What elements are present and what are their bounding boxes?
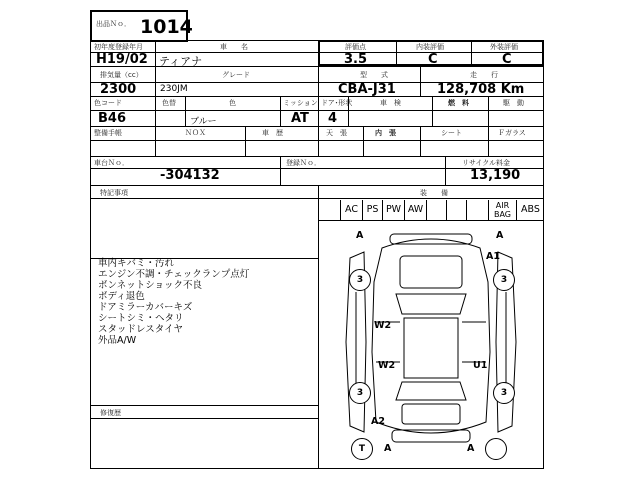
mileage-value: 128,708 Km <box>437 82 525 97</box>
plate-number-label: 登録Ｎｏ． <box>286 159 321 167</box>
mark-front-right: A <box>496 230 504 241</box>
chassis-number-label: 車台Ｎｏ． <box>94 159 129 167</box>
interior-trim-label: 内 張 <box>375 129 396 137</box>
recycle-fee-value: 13,190 <box>470 168 521 183</box>
doors-value: 4 <box>328 111 338 126</box>
tire-rear-left: 3 <box>349 382 371 404</box>
note-line: シートシミ・ヘタリ <box>98 313 184 324</box>
displacement-label: 排気量（cc） <box>100 71 143 79</box>
equipment-ac: AC <box>340 200 362 220</box>
doors-label: ドア･形状 <box>321 99 353 107</box>
color-change-label: 色替 <box>162 99 176 107</box>
recycle-fee-label: リサイクル料金 <box>462 159 511 167</box>
nox-label: ＮＯＸ <box>185 129 206 137</box>
note-line: ボディ退色 <box>98 291 145 302</box>
equipment-blank <box>426 200 446 220</box>
mark-rear-left: A <box>384 443 392 454</box>
equipment-ps: PS <box>362 200 382 220</box>
grade-label: グレード <box>222 71 250 79</box>
t-mark-circle: T <box>351 438 373 460</box>
note-line: エンジン不調・チェックランプ点灯 <box>98 269 250 280</box>
mission-label: ミッション <box>283 99 318 107</box>
drive-label: 駆 動 <box>503 99 524 107</box>
note-line: 外品A/W <box>98 335 137 346</box>
reg-year-value: H19/02 <box>96 52 148 67</box>
color-value: ブルー <box>190 117 217 127</box>
score-label: 評価点 <box>345 43 366 51</box>
mark-w2-lower: W2 <box>378 360 396 371</box>
spare-circle <box>485 438 507 460</box>
mission-value: AT <box>291 111 309 126</box>
equipment-pw: PW <box>382 200 404 220</box>
note-line: スタッドレスタイヤ <box>98 324 184 335</box>
score-value: 3.5 <box>344 52 368 67</box>
note-line: ドアミラーカバーキズ <box>98 302 193 313</box>
chassis-number-value: -304132 <box>160 168 220 183</box>
inspection-label: 車 検 <box>380 99 401 107</box>
color-code-label: 色コード <box>94 99 122 107</box>
equipment-blank <box>466 200 488 220</box>
equipment-blank <box>446 200 466 220</box>
tire-front-left: 3 <box>349 269 371 291</box>
interior-grade-value: C <box>428 52 438 67</box>
tire-front-right: 3 <box>493 269 515 291</box>
front-glass-label: Ｆガラス <box>498 129 526 137</box>
mark-a2: A2 <box>371 416 385 427</box>
repair-history-label: 修復歴 <box>100 409 121 417</box>
color-label: 色 <box>229 99 236 107</box>
note-line: 車内キバミ・汚れ <box>98 258 175 269</box>
exterior-grade-label: 外装評価 <box>490 43 518 51</box>
displacement-value: 2300 <box>100 82 137 97</box>
equipment-airbag: AIR BAG <box>488 200 516 220</box>
history-label: 車 歴 <box>262 129 283 137</box>
mark-front-left: A <box>356 230 364 241</box>
model-label: 型 式 <box>360 71 388 79</box>
grade-value: 230JM <box>160 84 188 94</box>
notes-list <box>98 258 313 346</box>
mark-w2-upper: W2 <box>374 320 392 331</box>
car-name-value: ティアナ <box>159 55 203 68</box>
fuel-label: 燃 料 <box>448 99 469 107</box>
interior-grade-label: 内装評価 <box>416 43 444 51</box>
equipment-aw: AW <box>404 200 426 220</box>
mark-rear-right: A <box>467 443 475 454</box>
lot-number-label: 出品Ｎｏ． <box>96 20 131 28</box>
lot-number-box <box>90 10 193 42</box>
equipment-label: 装 備 <box>420 189 448 197</box>
maintenance-manual-label: 整備手帳 <box>94 129 122 137</box>
tire-rear-right: 3 <box>493 382 515 404</box>
roof-lining-label: 天 張 <box>326 129 347 137</box>
exterior-grade-value: C <box>502 52 512 67</box>
model-value: CBA-J31 <box>338 82 396 97</box>
mark-a1: A1 <box>486 251 500 262</box>
mileage-label: 走 行 <box>470 71 498 79</box>
lot-number-value: 1014 <box>140 16 193 38</box>
note-line: ボンネットショック不良 <box>98 280 203 291</box>
equipment-abs: ABS <box>516 200 544 220</box>
car-name-label: 車 名 <box>220 43 248 51</box>
color-code-value: B46 <box>98 111 126 126</box>
car-damage-diagram <box>320 222 542 468</box>
notes-label: 特記事項 <box>100 189 128 197</box>
reg-year-label: 初年度登録年月 <box>94 43 143 51</box>
seat-label: シート <box>441 129 462 137</box>
mark-u1: U1 <box>473 360 488 371</box>
